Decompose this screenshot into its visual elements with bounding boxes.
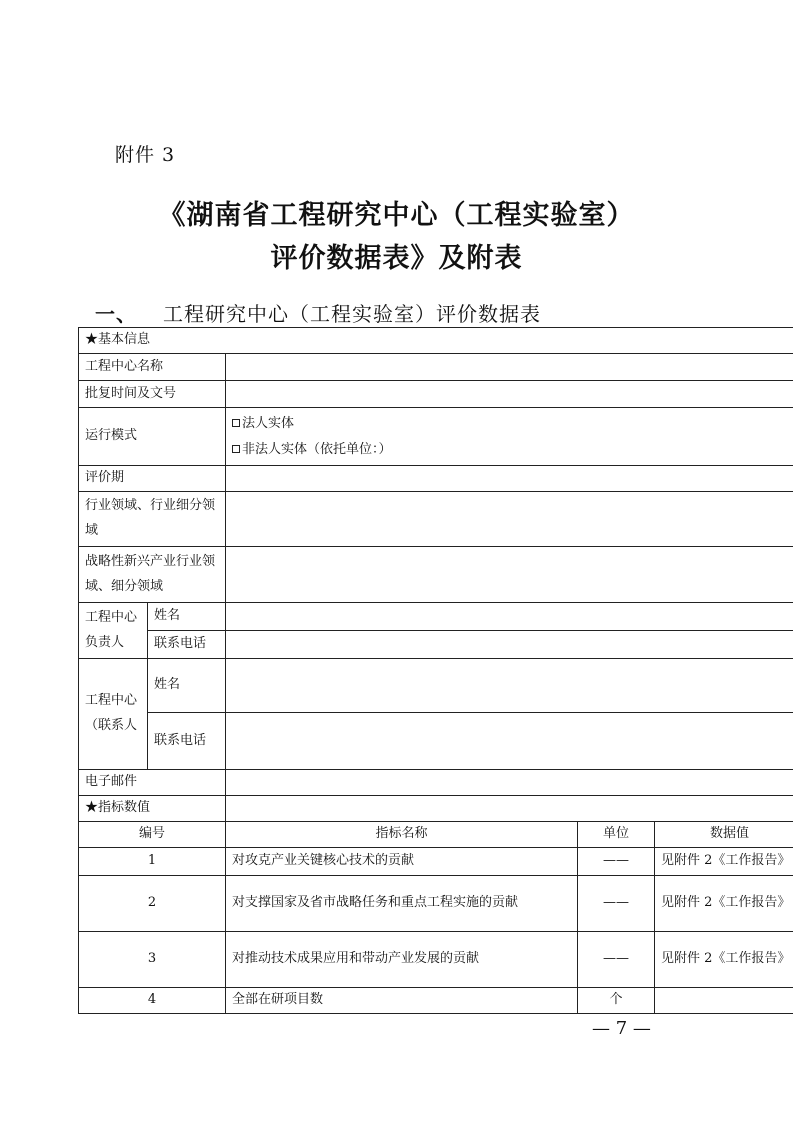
contact-name-value	[226, 659, 793, 713]
row-indicator-name: 对攻克产业关键核心技术的贡献	[226, 848, 578, 876]
indicator-header-blank	[226, 796, 793, 822]
row-value: 见附件 2《工作报告》	[655, 932, 793, 988]
row-number: 4	[79, 988, 226, 1014]
mode-label: 运行模式	[79, 408, 226, 466]
strategic-value	[226, 547, 793, 603]
period-value	[226, 466, 793, 492]
col-header-number: 编号	[79, 822, 226, 848]
strategic-label: 战略性新兴产业行业领域、细分领域	[79, 547, 226, 603]
table-row	[79, 988, 793, 1014]
contact-name-label: 姓名	[148, 659, 226, 713]
head-name-value	[226, 603, 793, 631]
row-unit: ——	[578, 848, 655, 876]
checkbox-icon	[232, 445, 240, 453]
checkbox-icon	[232, 419, 240, 427]
basic-info-header: ★基本信息	[79, 328, 793, 354]
row-number: 1	[79, 848, 226, 876]
attachment-label: 附件 3	[115, 144, 176, 166]
section-heading	[95, 298, 541, 327]
row-indicator-name: 对推动技术成果应用和带动产业发展的贡献	[226, 932, 578, 988]
center-name-label: 工程中心名称	[79, 354, 226, 381]
center-head-label: 工程中心负责人	[79, 603, 148, 659]
mode-options	[226, 408, 793, 466]
contact-person-label: 工程中心（联系人	[79, 659, 148, 770]
row-value: 见附件 2《工作报告》	[655, 848, 793, 876]
head-phone-value	[226, 631, 793, 659]
col-header-unit: 单位	[578, 822, 655, 848]
period-label: 评价期	[79, 466, 226, 492]
email-label: 电子邮件	[79, 770, 226, 796]
document-title-line2: 评价数据表》及附表	[270, 243, 523, 274]
row-number: 3	[79, 932, 226, 988]
industry-label: 行业领域、行业细分领域	[79, 492, 226, 547]
evaluation-data-table	[78, 327, 793, 1014]
col-header-indicator: 指标名称	[226, 822, 578, 848]
section-title: 工程研究中心（工程实验室）评价数据表	[163, 302, 541, 326]
row-indicator-name: 对支撑国家及省市战略任务和重点工程实施的贡献	[226, 876, 578, 932]
mode-option-legal-entity: 法人实体	[232, 411, 793, 437]
row-unit: ——	[578, 932, 655, 988]
table-row	[79, 848, 793, 876]
col-header-value: 数据值	[655, 822, 793, 848]
table-row	[79, 932, 793, 988]
row-unit: 个	[578, 988, 655, 1014]
head-phone-label: 联系电话	[148, 631, 226, 659]
mode-option-non-legal-entity: 非法人实体（依托单位：）	[232, 437, 793, 463]
email-value	[226, 770, 793, 796]
document-title-line1: 《湖南省工程研究中心（工程实验室）	[158, 200, 635, 231]
industry-value	[226, 492, 793, 547]
row-value: 见附件 2《工作报告》	[655, 876, 793, 932]
section-number: 一、	[95, 302, 137, 326]
row-indicator-name: 全部在研项目数	[226, 988, 578, 1014]
head-name-label: 姓名	[148, 603, 226, 631]
contact-phone-value	[226, 713, 793, 770]
indicator-header: ★指标数值	[79, 796, 226, 822]
page-number: — 7 —	[592, 1018, 651, 1039]
contact-phone-label: 联系电话	[148, 713, 226, 770]
approval-value	[226, 381, 793, 408]
center-name-value	[226, 354, 793, 381]
row-number: 2	[79, 876, 226, 932]
approval-label: 批复时间及文号	[79, 381, 226, 408]
row-value	[655, 988, 793, 1014]
table-row	[79, 876, 793, 932]
row-unit: ——	[578, 876, 655, 932]
